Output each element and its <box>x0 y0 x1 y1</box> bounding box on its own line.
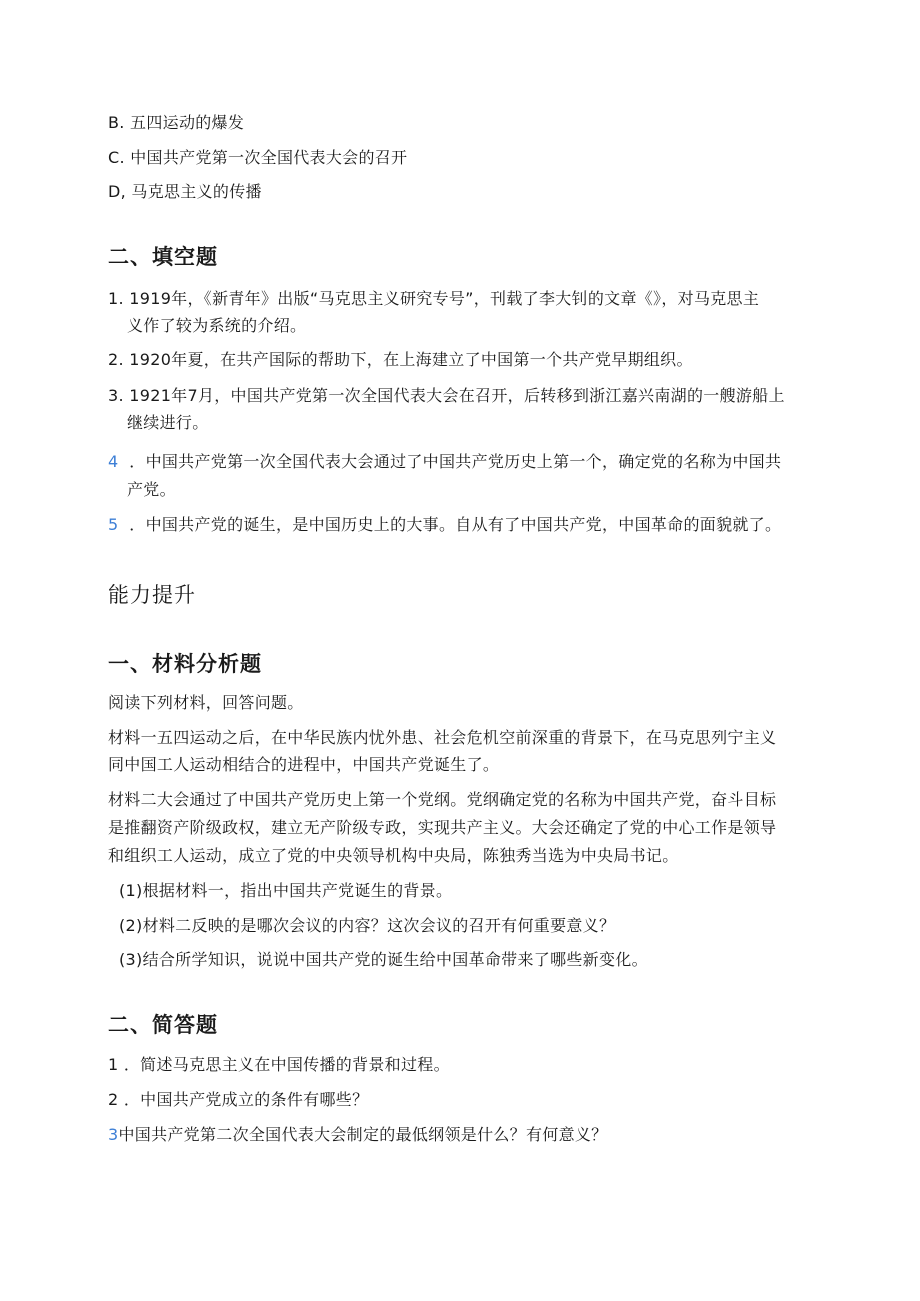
material-heading: 一、材料分析题 <box>108 652 262 676</box>
fill-q3-line1: 3. 1921年7月，中国共产党第一次全国代表大会在召开，后转移到浙江嘉兴南湖的一艘游船上 <box>108 386 785 405</box>
short-answer-q2: 2 ．中国共产党成立的条件有哪些？ <box>108 1090 369 1109</box>
fill-q3-line2: 继续进行。 <box>127 413 209 432</box>
choice-b: B. 五四运动的爆发 <box>108 113 245 132</box>
fill-q2: 2. 1920年夏，在共产国际的帮助下，在上海建立了中国第一个共产党早期组织。 <box>108 350 693 369</box>
short-answer-q3-line <box>108 1125 608 1145</box>
material-1-line1: 材料一五四运动之后，在中华民族内忧外患、社会危机空前深重的背景下，在马克思列宁主义 <box>108 728 777 747</box>
fill-q1-line1: 1. 1919年，《新青年》出版“马克思主义研究专号”，刊载了李大钊的文章《》，对马克思主 <box>108 289 760 308</box>
fill-q4-line2: 产党。 <box>127 480 176 499</box>
material-2-line2: 是推翻资产阶级政权，建立无产阶级专政，实现共产主义。大会还确定了党的中心工作是领导 <box>108 818 777 837</box>
fill-q5-text: ．中国共产党的诞生，是中国历史上的大事。自从有了中国共产党，中国革命的面貌就了。 <box>129 515 782 534</box>
fill-q4-text: ．中国共产党第一次全国代表大会通过了中国共产党历史上第一个，确定党的名称为中国共 <box>129 452 782 471</box>
material-2-line1: 材料二大会通过了中国共产党历史上第一个党纲。党纲确定党的名称为中国共产党，奋斗目标 <box>108 790 777 809</box>
material-sub-question-3: (3)结合所学知识，说说中国共产党的诞生给中国革命带来了哪些新变化。 <box>119 950 648 969</box>
choice-c: C. 中国共产党第一次全国代表大会的召开 <box>108 148 408 167</box>
material-1-line2: 同中国工人运动相结合的进程中，中国共产党诞生了。 <box>108 755 500 774</box>
fill-q5-line1 <box>108 515 781 535</box>
ability-heading: 能力提升 <box>108 583 196 607</box>
fill-q4-line1 <box>108 452 781 472</box>
material-2-line3: 和组织工人运动，成立了党的中央领导机构中央局，陈独秀当选为中央局书记。 <box>108 846 679 865</box>
fill-q1-line2: 义作了较为系统的介绍。 <box>127 316 307 335</box>
fill-q4-number: 4 <box>108 452 119 471</box>
fill-q5-number: 5 <box>108 515 119 534</box>
short-answer-q3-text: 中国共产党第二次全国代表大会制定的最低纲领是什么？有何意义？ <box>118 1125 608 1144</box>
material-sub-question-2: (2)材料二反映的是哪次会议的内容？这次会议的召开有何重要意义？ <box>119 916 616 935</box>
short-answer-q1: 1 ．简述马克思主义在中国传播的背景和过程。 <box>108 1055 450 1074</box>
short-answer-heading: 二、简答题 <box>108 1013 218 1037</box>
material-intro: 阅读下列材料，回答问题。 <box>108 693 304 712</box>
material-sub-question-1: (1)根据材料一，指出中国共产党诞生的背景。 <box>119 881 453 900</box>
choice-d: D, 马克思主义的传播 <box>108 182 262 201</box>
short-answer-q3-number: 3 <box>108 1125 119 1144</box>
fill-blank-heading: 二、填空题 <box>108 245 218 269</box>
